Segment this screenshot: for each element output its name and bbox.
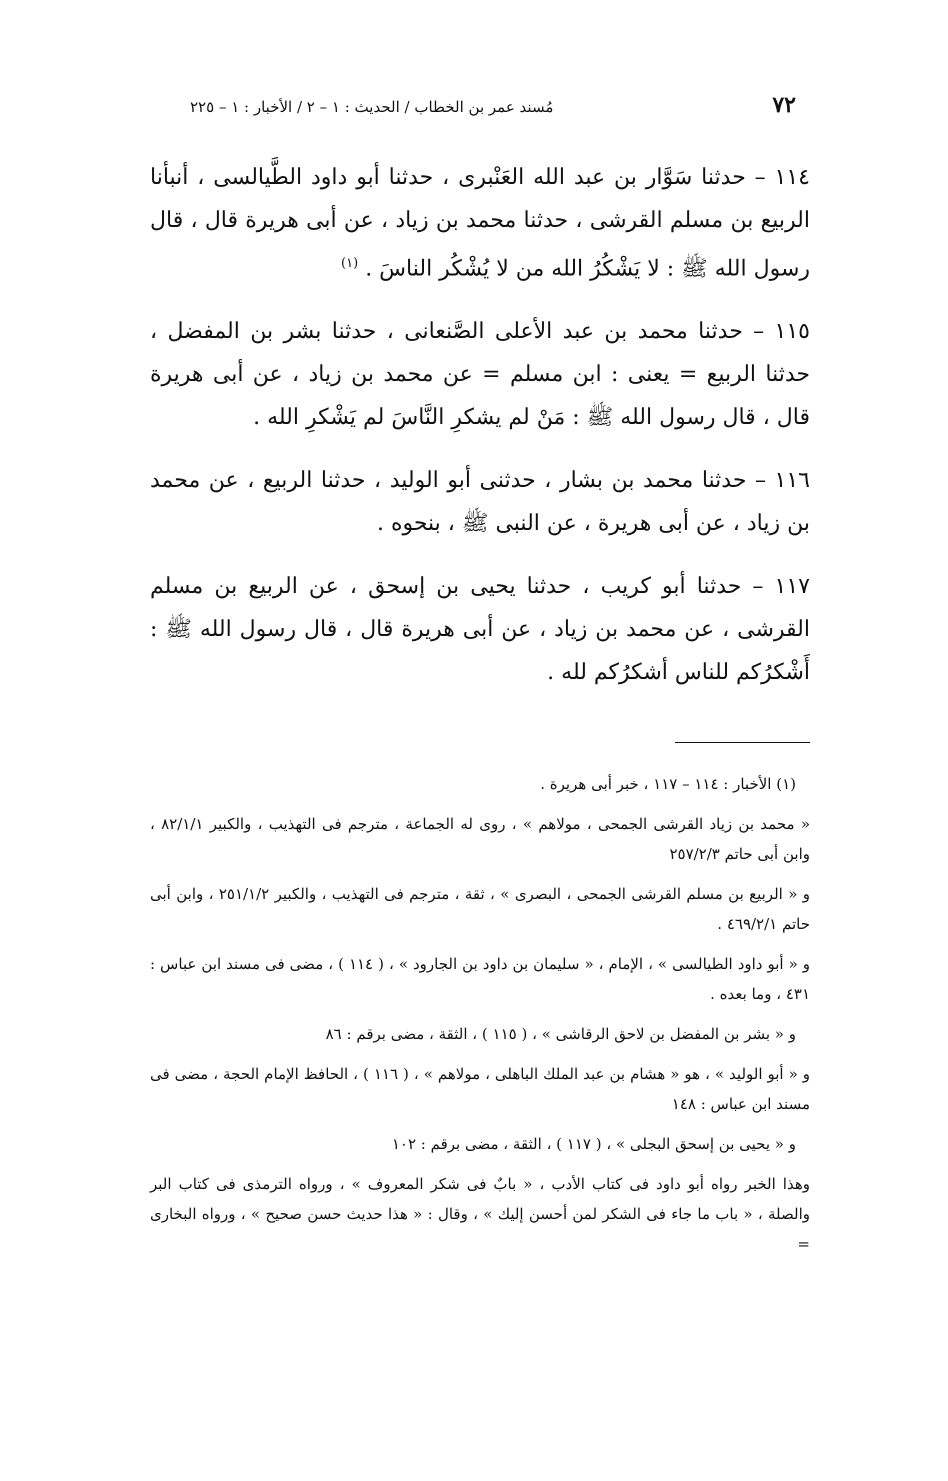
footnote: و « بشر بن المفضل بن لاحق الرقاشى » ، ( ١١٥ ) ، الثقة ، مضى برقم : ٨٦	[325, 1025, 796, 1044]
page-number: ٧٢	[772, 92, 796, 118]
hadith-paragraph	[150, 310, 810, 439]
footnote-divider	[150, 742, 810, 743]
running-head: مُسند عمر بن الخطاب / الحديث : ١ – ٢ / الأخبار : ١ – ٢٢٥	[190, 98, 554, 116]
hadith-text: ١١٤ – حدثنا سَوَّار بن عبد الله العَنْبرى ، حدثنا أبو داود الطَّيالسى ، أنبأنا الربيع بن مسلم القرشى ، حدثنا محمد بن زياد ، عن أبى هريرة قال ، قال رسول الله ﷺ : لا يَشْكُرُ الله من لا يُشْكُر الناسَ .	[150, 165, 811, 282]
footnote: وهذا الخبر رواه أبو داود فى كتاب الأدب ، « بابٌ فى شكر المعروف » ، ورواه الترمذى فى كتاب البر والصلة ، « باب ما جاء فى الشكر لمن أحسن إليك » ، وقال : « هذا حديث حسن صحيح » ، ورواه البخارى =	[150, 1175, 810, 1254]
footnote: و « أبو الوليد » ، هو « هشام بن عبد الملك الباهلى ، مولاهم » ، ( ١١٦ ) ، الحافظ الإمام الحجة ، مضى فى مسند ابن عباس : ١٤٨	[150, 1065, 810, 1114]
footnotes	[150, 769, 810, 1259]
footnote: « محمد بن زياد القرشى الجمحى ، مولاهم » ، روى له الجماعة ، مترجم فى التهذيب ، والكبير ٨٢/١/١ ، وابن أبى حاتم ٢٥٧/٢/٣	[150, 815, 810, 864]
page-header	[150, 92, 810, 128]
footnote: (١) الأخبار : ١١٤ – ١١٧ ، خبر أبى هريرة .	[540, 775, 796, 794]
main-text	[150, 156, 810, 694]
book-page	[150, 92, 810, 1269]
hadith-paragraph	[150, 565, 810, 694]
hadith-paragraph	[150, 459, 810, 545]
footnote: و « يحيى بن إسحق البجلى » ، ( ١١٧ ) ، الثقة ، مضى برقم : ١٠٢	[391, 1135, 796, 1154]
footnote-reference: (١)	[341, 256, 359, 271]
hadith-text: ١١٧ – حدثنا أبو كريب ، حدثنا يحيى بن إسحق ، عن الربيع بن مسلم القرشى ، عن محمد بن زياد ، عن أبى هريرة قال ، قال رسول الله ﷺ : أَشْكرُكم للناس أشكرُكم لله .	[150, 574, 810, 686]
hadith-text: ١١٥ – حدثنا محمد بن عبد الأعلى الصَّنعانى ، حدثنا بشر بن المفضل ، حدثنا الربيع = يعنى : ابن مسلم = عن محمد بن زياد ، عن أبى هريرة قال ، قال رسول الله ﷺ : مَنْ لم يشكرِ النَّاسَ لم يَشْكرِ الله .	[150, 319, 810, 431]
hadith-text: ١١٦ – حدثنا محمد بن بشار ، حدثنى أبو الوليد ، حدثنا الربيع ، عن محمد بن زياد ، عن أبى هريرة ، عن النبى ﷺ ، بنحوه .	[150, 468, 810, 537]
hadith-paragraph	[150, 156, 810, 290]
footnote: و « أبو داود الطيالسى » ، الإمام ، « سليمان بن داود بن الجارود » ، ( ١١٤ ) ، مضى فى مسند ابن عباس : ٤٣١ ، وما بعده .	[150, 955, 811, 1004]
footnote: و « الربيع بن مسلم القرشى الجمحى ، البصرى » ، ثقة ، مترجم فى التهذيب ، والكبير ٢٥١/١/٢ ، وابن أبى حاتم ٤٦٩/٢/١ .	[150, 885, 810, 934]
divider-line	[675, 742, 810, 743]
